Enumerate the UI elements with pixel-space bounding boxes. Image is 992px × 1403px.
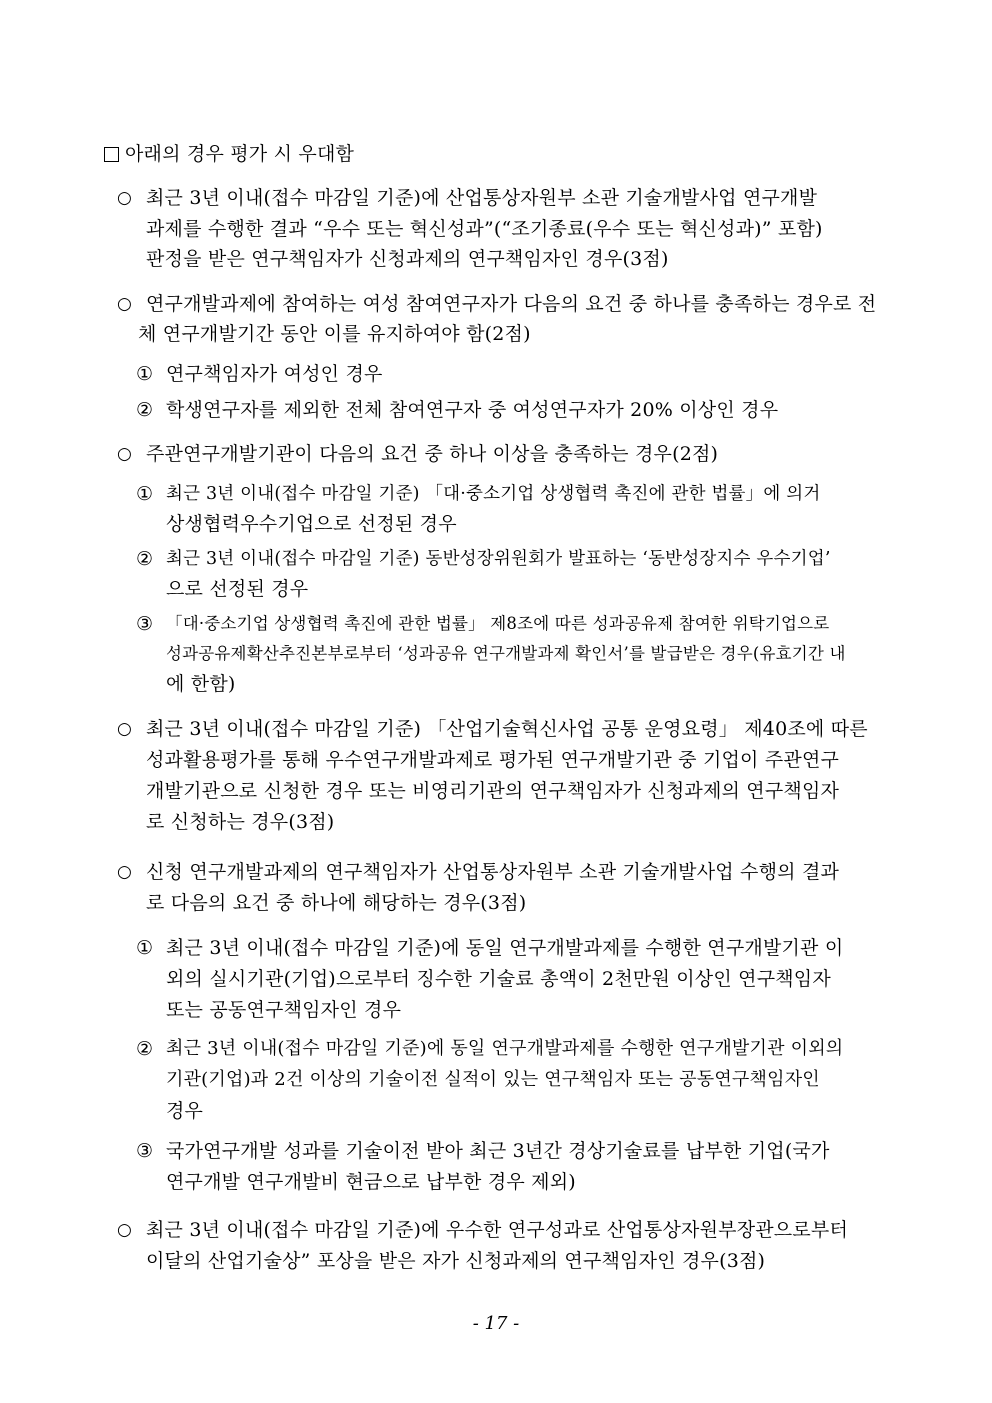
sub-number: ① <box>136 937 154 959</box>
bullet-marker: ○ <box>117 444 132 464</box>
item-4-line-2: 성과활용평가를 통해 우수연구개발과제로 평가된 연구개발기관 중 기업이 주관연구 <box>146 749 840 771</box>
bullet-marker: ○ <box>117 1220 132 1240</box>
item-4-line-1: 최근 3년 이내(접수 마감일 기준) 「산업기술혁신사업 공통 운영요령」 제40조에 따른 <box>146 718 868 740</box>
item-5-sub-1-line-3: 또는 공동연구책임자인 경우 <box>166 999 402 1021</box>
item-6-line-1: 최근 3년 이내(접수 마감일 기준)에 우수한 연구성과로 산업통상자원부장관으로부터 <box>146 1219 849 1241</box>
item-5-sub-2-line-3: 경우 <box>166 1100 204 1122</box>
item-5-line-1: 신청 연구개발과제의 연구책임자가 산업통상자원부 소관 기술개발사업 수행의 결과 <box>146 861 840 883</box>
section-title: 아래의 경우 평가 시 우대함 <box>125 143 355 165</box>
sub-number: ② <box>136 399 154 421</box>
section-header <box>104 141 354 167</box>
checkbox-square-icon <box>104 147 119 162</box>
bullet-marker: ○ <box>117 188 132 208</box>
item-5-sub-2-line-1: 최근 3년 이내(접수 마감일 기준)에 동일 연구개발과제를 수행한 연구개발기관 이외의 <box>166 1038 844 1059</box>
item-5-sub-2-line-2: 기관(기업)과 2건 이상의 기술이전 실적이 있는 연구책임자 또는 공동연구책임자인 <box>166 1069 820 1090</box>
item-6-line-2: 이달의 산업기술상” 포상을 받은 자가 신청과제의 연구책임자인 경우(3점) <box>146 1250 766 1272</box>
item-3-sub-1-line-1: 최근 3년 이내(접수 마감일 기준) 「대·중소기업 상생협력 촉진에 관한 법률」에 의거 <box>166 484 821 504</box>
sub-number: ② <box>136 1038 154 1060</box>
item-1-line-1: 최근 3년 이내(접수 마감일 기준)에 산업통상자원부 소관 기술개발사업 연구개발 <box>146 187 818 209</box>
item-3-sub-3-line-2: 성과공유제확산추진본부로부터 ‘성과공유 연구개발과제 확인서’를 발급받은 경우(유효기간 내 <box>166 644 846 663</box>
sub-number: ③ <box>136 1140 154 1162</box>
bullet-marker: ○ <box>117 862 132 882</box>
item-5-sub-1-line-1: 최근 3년 이내(접수 마감일 기준)에 동일 연구개발과제를 수행한 연구개발기관 이 <box>166 937 844 959</box>
item-3-sub-3-line-1: 「대·중소기업 상생협력 촉진에 관한 법률」 제8조에 따른 성과공유제 참여한 위탁기업으로 <box>166 614 830 633</box>
item-5-sub-1-line-2: 외의 실시기관(기업)으로부터 징수한 기술료 총액이 2천만원 이상인 연구책임자 <box>166 968 831 990</box>
sub-number: ① <box>136 483 154 505</box>
item-5-line-2: 로 다음의 요건 중 하나에 해당하는 경우(3점) <box>146 892 527 914</box>
item-1-line-2: 과제를 수행한 결과 “우수 또는 혁신성과”(“조기종료(우수 또는 혁신성과)” 포함) <box>146 218 823 240</box>
item-2-line-1: 연구개발과제에 참여하는 여성 참여연구자가 다음의 요건 중 하나를 충족하는 경우로 전 <box>146 293 877 315</box>
item-3-sub-1-line-2: 상생협력우수기업으로 선정된 경우 <box>166 513 457 535</box>
sub-number: ② <box>136 548 154 570</box>
item-2-sub-2: 학생연구자를 제외한 전체 참여연구자 중 여성연구자가 20% 이상인 경우 <box>166 399 779 421</box>
item-2-sub-1: 연구책임자가 여성인 경우 <box>166 363 383 385</box>
bullet-marker: ○ <box>117 294 132 314</box>
item-2-line-2: 체 연구개발기간 동안 이를 유지하여야 함(2점) <box>138 323 531 345</box>
bullet-marker: ○ <box>117 719 132 739</box>
item-5-sub-3-line-1: 국가연구개발 성과를 기술이전 받아 최근 3년간 경상기술료를 납부한 기업(국가 <box>166 1140 830 1162</box>
sub-number: ③ <box>136 613 154 635</box>
sub-number: ① <box>136 363 154 385</box>
item-3-line-1: 주관연구개발기관이 다음의 요건 중 하나 이상을 충족하는 경우(2점) <box>146 443 719 465</box>
item-1-line-3: 판정을 받은 연구책임자가 신청과제의 연구책임자인 경우(3점) <box>146 248 669 270</box>
item-4-line-3: 개발기관으로 신청한 경우 또는 비영리기관의 연구책임자가 신청과제의 연구책임자 <box>146 780 840 802</box>
item-3-sub-2-line-1: 최근 3년 이내(접수 마감일 기준) 동반성장위원회가 발표하는 ‘동반성장지수 우수기업’ <box>166 549 831 569</box>
page-number: - 17 - <box>472 1313 520 1334</box>
item-5-sub-3-line-2: 연구개발 연구개발비 현금으로 납부한 경우 제외) <box>166 1171 576 1193</box>
item-3-sub-2-line-2: 으로 선정된 경우 <box>166 578 309 600</box>
item-4-line-4: 로 신청하는 경우(3점) <box>146 811 335 833</box>
item-3-sub-3-line-3: 에 한함) <box>166 673 236 695</box>
